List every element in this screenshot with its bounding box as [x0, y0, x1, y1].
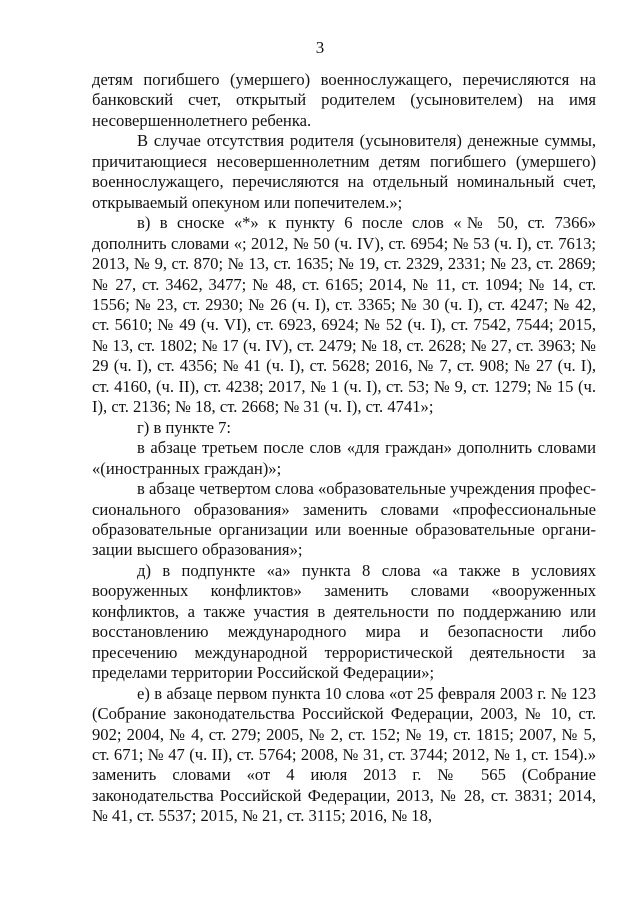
document-body	[92, 70, 596, 827]
paragraph-3: в) в сноске «*» к пункту 6 после слов «№ 50, ст. 7366» дополнить словами «; 2012, № 50 (ч. IV), ст. 6954; № 53 (ч. I), ст. 7613; 2013, № 9, ст. 870; № 13, ст. 1635; № 19, ст. 2329, 2331; № 23, ст. 2869; № 27, ст. 3462, 3477; № 48, ст. 6165; 2014, № 11, ст. 1094; № 14, ст. 1556; № 23, ст. 2930; № 26 (ч. I), ст. 3365; № 30 (ч. I), ст. 4247; № 42, ст. 5610; № 49 (ч. VI), ст. 6923, 6924; № 52 (ч. I), ст. 7542, 7544; 2015, № 13, ст. 1802; № 17 (ч. IV), ст. 2479; № 18, ст. 2628; № 27, ст. 3963; № 29 (ч. I), ст. 4356; № 41 (ч. I), ст. 5628; 2016, № 7, ст. 908; № 27 (ч. I), ст. 4160, (ч. II), ст. 4238; 2017, № 1 (ч. I), ст. 53; № 9, ст. 1279; № 15 (ч. I), ст. 2136; № 18, ст. 2668; № 31 (ч. I), ст. 4741»;	[92, 213, 596, 417]
paragraph-5: в абзаце третьем после слов «для граждан» дополнить словами «(иностранных граждан)»;	[92, 438, 596, 478]
paragraph-1: детям погибшего (умершего) военнослужащего, перечисляются на банковский счет, открытый родителем (усыновителем) на имя несовершеннолетнего ребенка.	[92, 70, 596, 130]
page-number: 3	[315, 38, 325, 57]
paragraph-4: г) в пункте 7:	[137, 417, 232, 437]
paragraph-6: в абзаце четвертом слова «образовательные учреждения профессионального образования» заменить словами «профессиональные образовательные организации или военные образовательные организации высшего образования»;	[92, 479, 597, 560]
paragraph-8: е) в абзаце первом пункта 10 слова «от 25 февраля 2003 г. № 123 (Собрание законодательства Российской Федерации, 2003, № 10, ст. 902; 2004, № 4, ст. 279; 2005, № 2, ст. 152; № 19, ст. 1815; 2007, № 5, ст. 671; № 47 (ч. II), ст. 5764; 2008, № 31, ст. 3744; 2012, № 1, ст. 154).» заменить словами «от 4 июля 2013 г. № 565 (Собрание законодательства Российской Федерации, 2013, № 28, ст. 3831; 2014, № 41, ст. 5537; 2015, № 21, ст. 3115; 2016, № 18,	[92, 683, 596, 826]
paragraph-7: д) в подпункте «а» пункта 8 слова «а также в условиях вооруженных конфликтов» заменить словами «вооруженных конфликтов, а также участия в деятельности по поддержанию или восстановлению международного мира и безопасности либо пресечению международной террористической деятельности за пределами территории Российской Федерации»;	[92, 560, 596, 683]
paragraph-2: В случае отсутствия родителя (усыновителя) денежные суммы, причитающиеся несовершеннолетним детям погибшего (умершего) военнослужащего, перечисляются на отдельный номинальный счет, открываемый опекуном или попечителем.»;	[92, 131, 596, 212]
